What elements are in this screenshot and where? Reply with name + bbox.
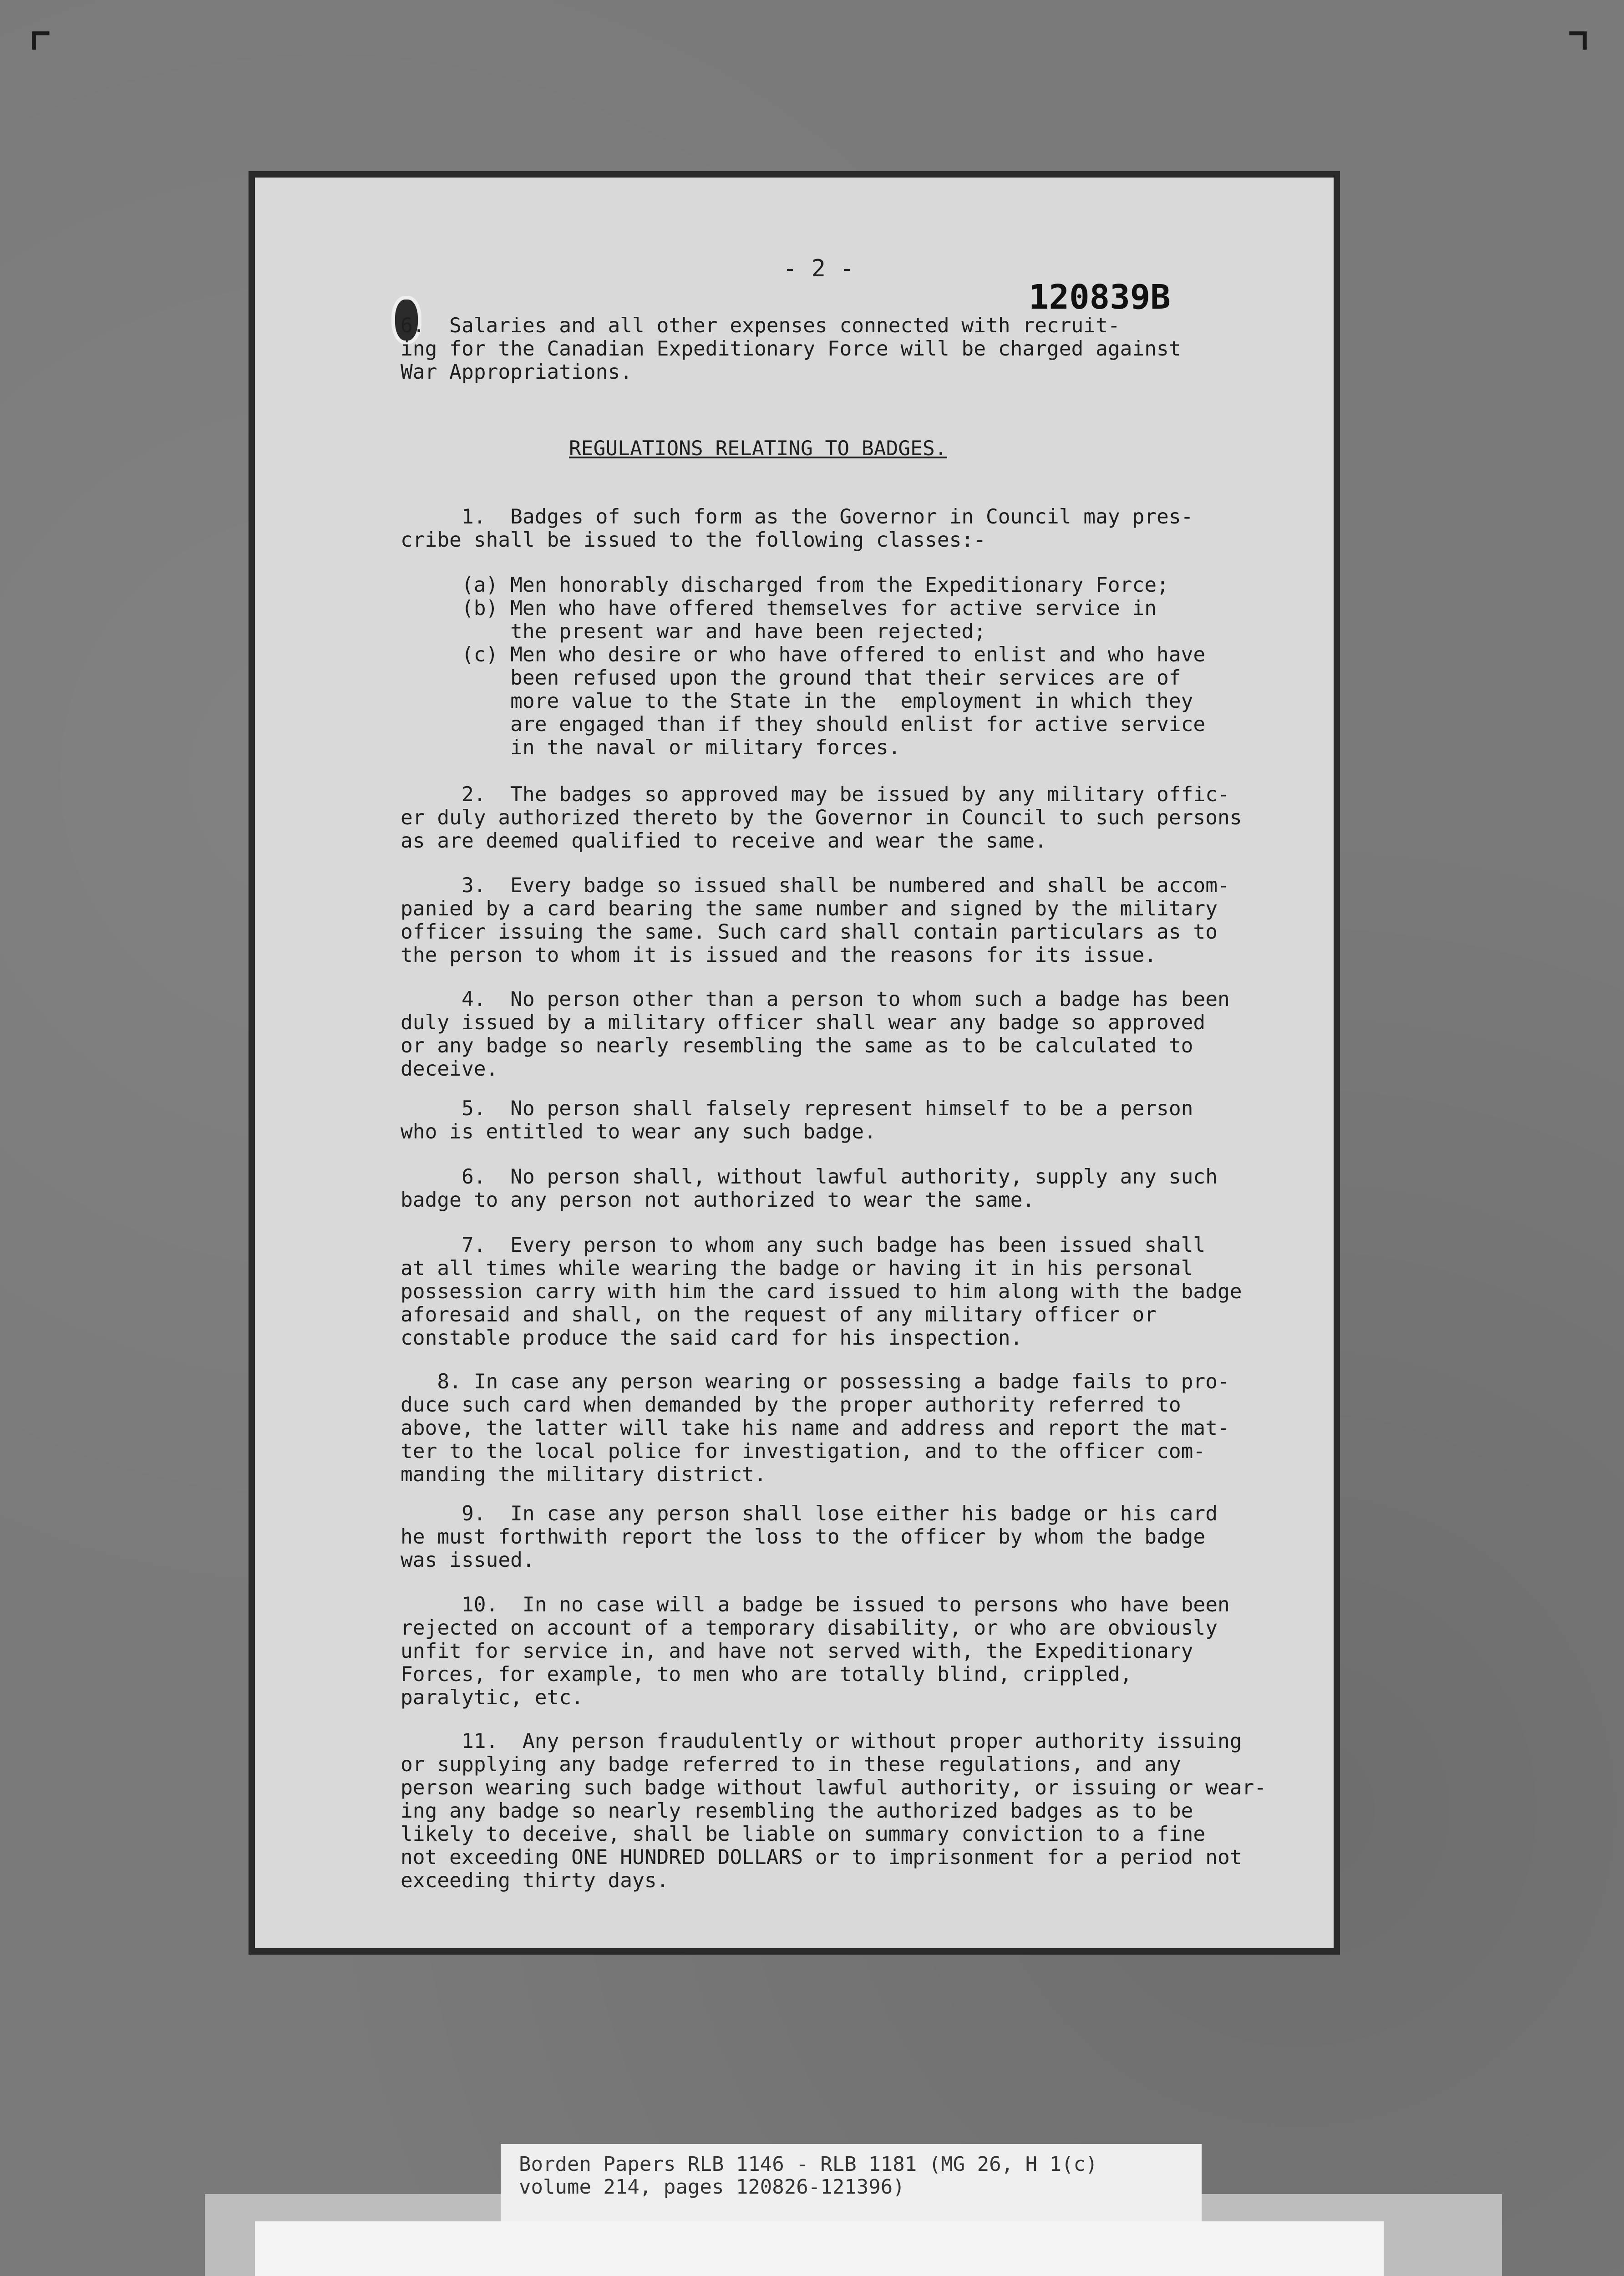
citation-line: Borden Papers RLB 1146 - RLB 1181 (MG 26, H 1(c): [519, 2153, 1098, 2176]
regulation-7: 7. Every person to whom any such badge has been issued shall at all times while wearing the badge or having it in his personal possession carry with him the card issued to him along with the badge aforesaid and shall, on the request of any military officer or constable produce the said card for his inspection.: [401, 1234, 1242, 1350]
section-heading: REGULATIONS RELATING TO BADGES.: [569, 437, 947, 460]
regulation-5: 5. No person shall falsely represent himself to be a person who is entitled to wear any such badge.: [401, 1097, 1193, 1143]
citation-line: volume 214, pages 120826-121396): [519, 2175, 905, 2199]
archive-label: [255, 2221, 1384, 2276]
page-content: [255, 178, 1334, 1948]
regulation-2: 2. The badges so approved may be issued by any military offic- er duly authorized thereto by the Governor in Council to such persons as are deemed qualified to receive and wear the same.: [401, 783, 1242, 853]
regulation-1-classes: (a) Men honorably discharged from the Expeditionary Force; (b) Men who have offered themselves for active service in the present war and have been rejected; (c) Men who desire or who have offered to enlist and who have been refused upon the ground that their services are of more value to the State in the employment in which they are engaged than if they should enlist for active service in the naval or military forces.: [461, 574, 1206, 759]
page-number: - 2 -: [783, 255, 854, 282]
regulation-3: 3. Every badge so issued shall be numbered and shall be accom- panied by a card bearing the same number and signed by the military officer issuing the same. Such card shall contain particulars as to the person to whom it is issued and the reasons for its issue.: [401, 874, 1230, 967]
intro-paragraph: 6. Salaries and all other expenses connected with recruit- ing for the Canadian Expeditionary Force will be charged against War Appropriations.: [401, 314, 1181, 384]
regulation-6: 6. No person shall, without lawful authority, supply any such badge to any person not authorized to wear the same.: [401, 1165, 1218, 1212]
crop-mark-icon: ⌜: [27, 23, 53, 86]
regulation-8: 8. In case any person wearing or possessing a badge fails to pro- duce such card when demanded by the proper authority referred to above, the latter will take his name and address and report the mat- ter to the local police for investigation, and to the officer com- manding the military district.: [401, 1370, 1230, 1486]
regulation-10: 10. In no case will a badge be issued to persons who have been rejected on account of a temporary disability, or who are obviously unfit for service in, and have not served with, the Expeditionary Forces, for example, to men who are totally blind, crippled, paralytic, etc.: [401, 1593, 1230, 1709]
regulation-4: 4. No person other than a person to whom such a badge has been duly issued by a military officer shall wear any badge so approved or any badge so nearly resembling the same as to be calculated to deceive.: [401, 988, 1230, 1081]
document-id: 120839B: [1029, 278, 1171, 317]
crop-mark-icon: ⌝: [1566, 23, 1592, 86]
document-page: [255, 178, 1334, 1948]
regulation-1: 1. Badges of such form as the Governor in Council may pres- cribe shall be issued to the following classes:-: [401, 505, 1193, 552]
regulation-9: 9. In case any person shall lose either his badge or his card he must forthwith report the loss to the officer by whom the badge was issued.: [401, 1502, 1218, 1572]
regulation-11: 11. Any person fraudulently or without proper authority issuing or supplying any badge referred to in these regulations, and any person wearing such badge without lawful authority, or issuing or wear- ing any badge so nearly resembling the authorized badges as to be likely to deceive, shall be liable on summary conviction to a fine not exceeding ONE HUNDRED DOLLARS or to imprisonment for a period not exceeding thirty days.: [401, 1730, 1267, 1892]
